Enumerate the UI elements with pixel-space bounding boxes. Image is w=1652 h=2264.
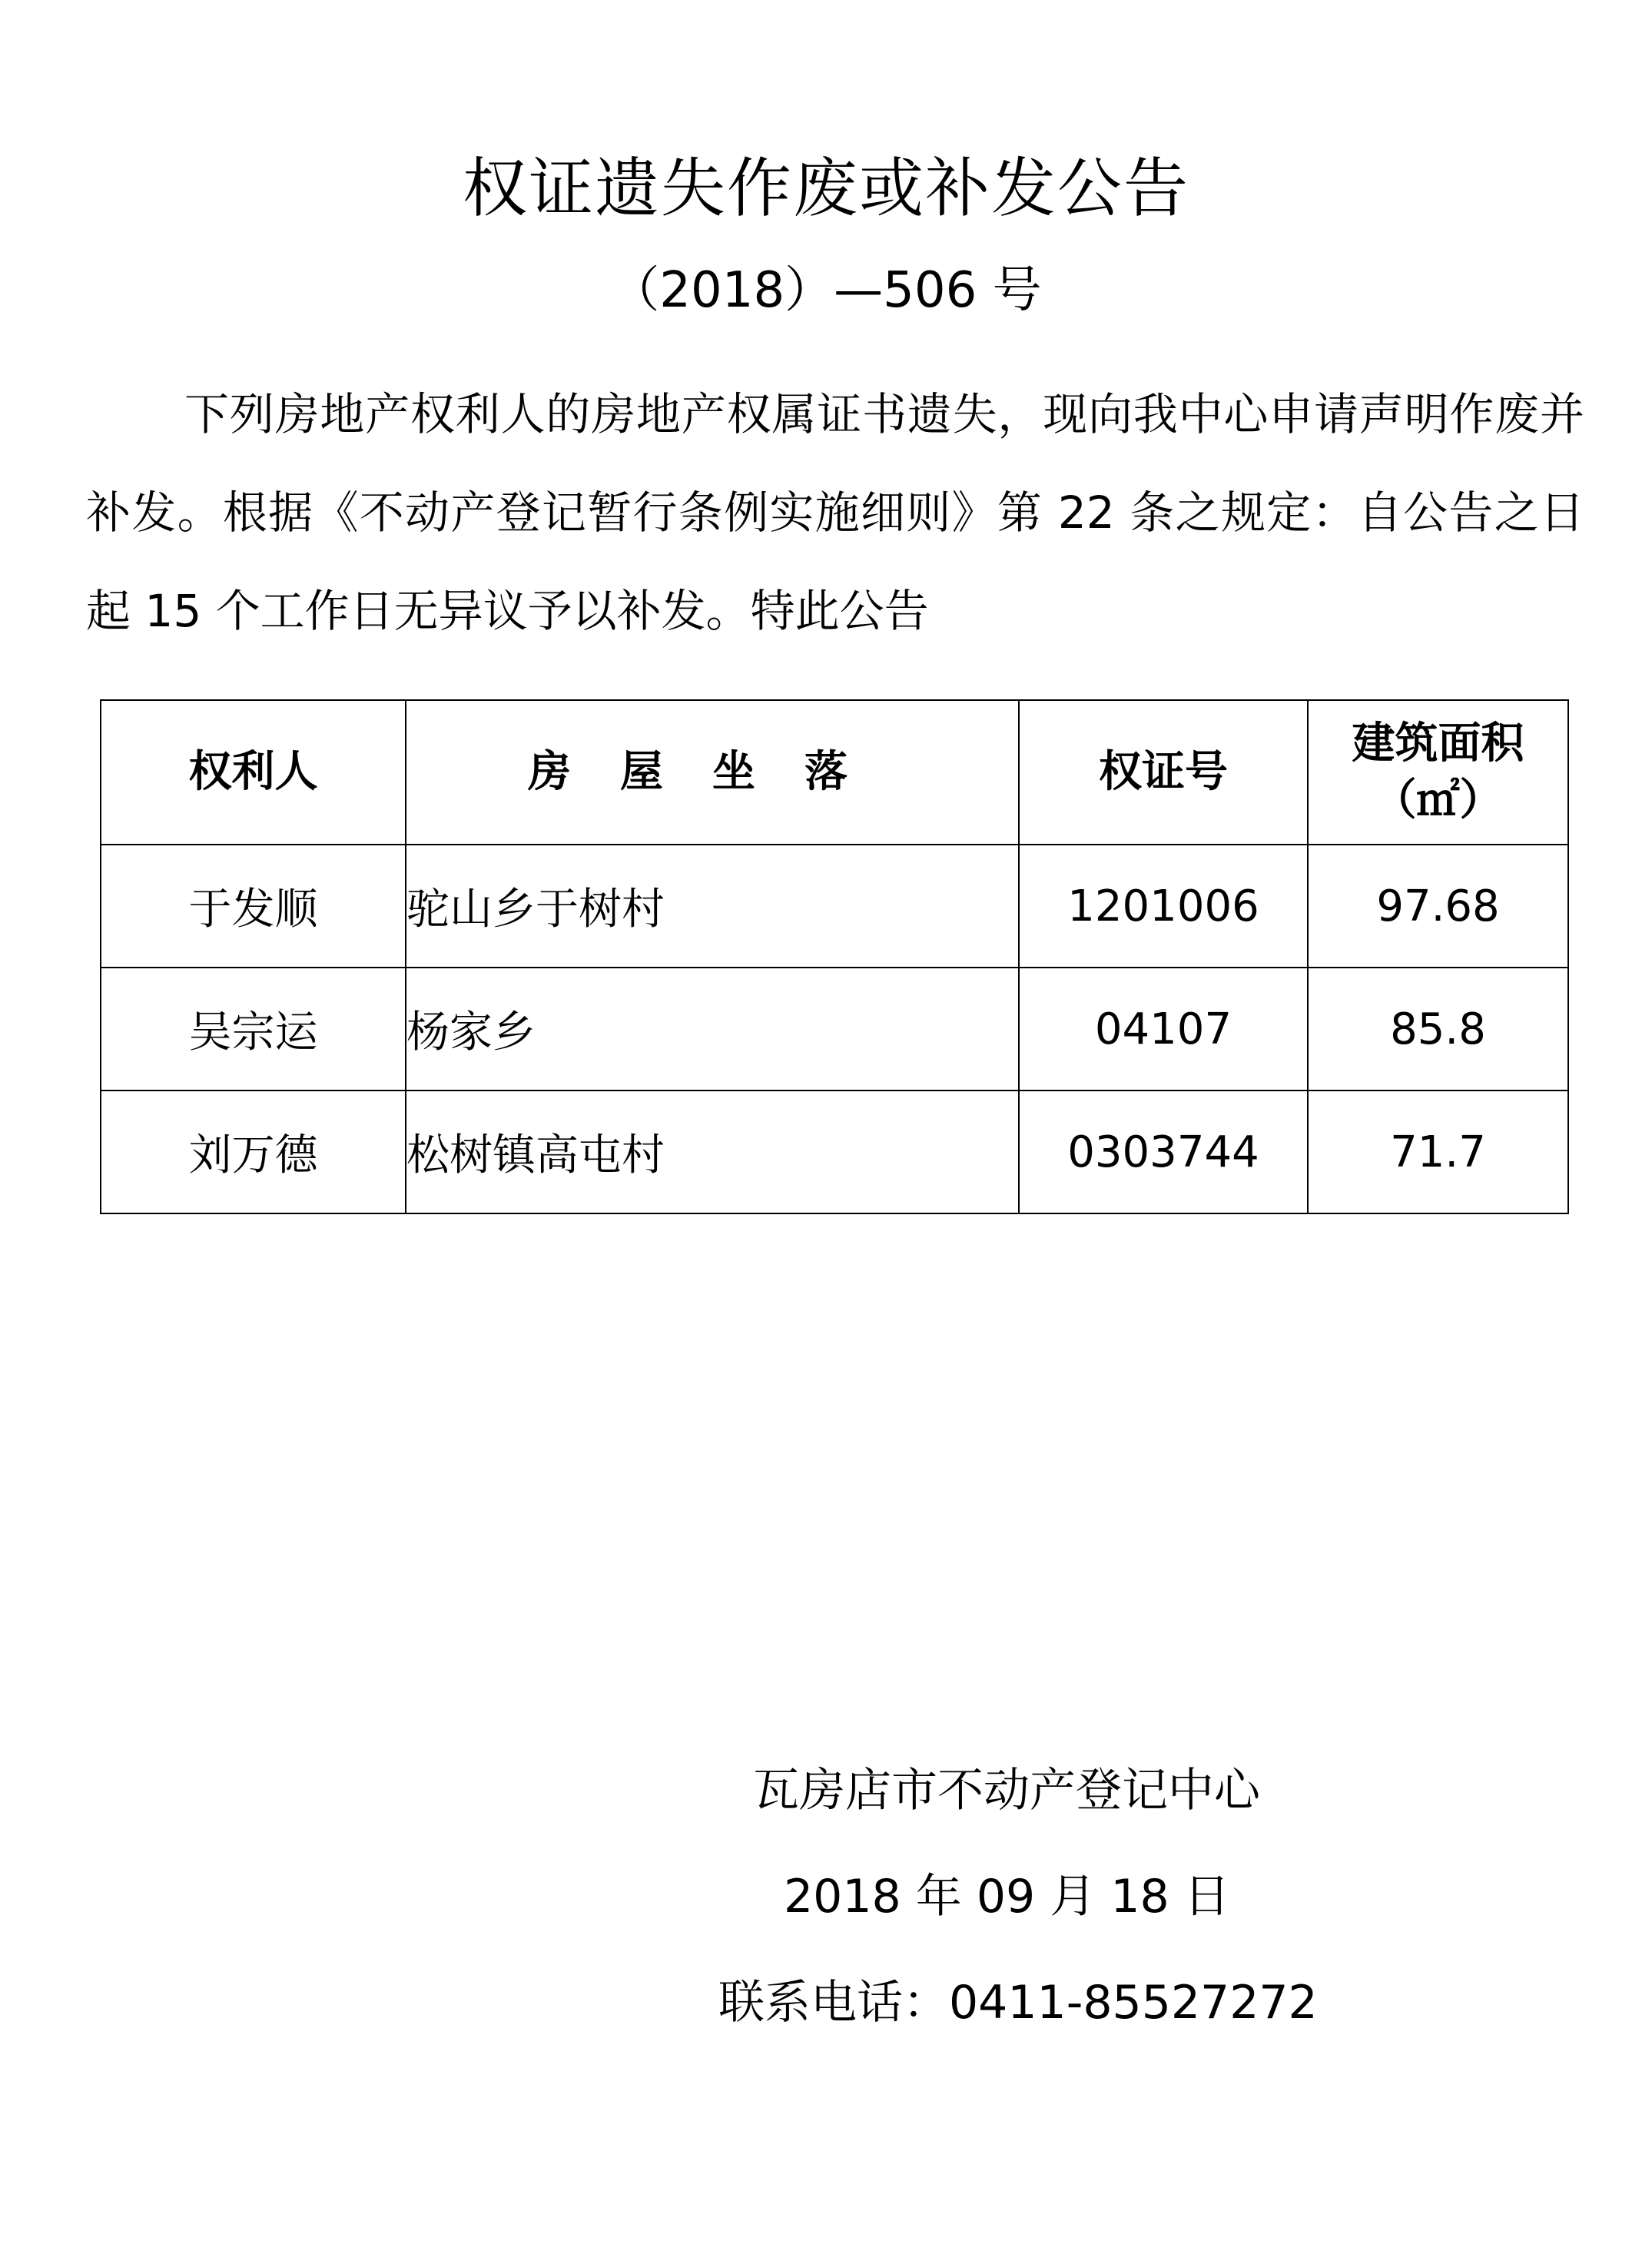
contact-phone: 联系电话：0411-85527272 (718, 1976, 1318, 2030)
header-holder: 权利人 (101, 700, 406, 845)
cell-holder: 刘万德 (101, 1091, 406, 1213)
cell-location: 驼山乡于树村 (406, 845, 1019, 968)
header-location: 房屋坐落 (406, 700, 1019, 845)
cell-cert: 1201006 (1019, 845, 1308, 968)
header-cert: 权证号 (1019, 700, 1308, 845)
table-row (101, 968, 1568, 1091)
cell-holder: 吴宗运 (101, 968, 406, 1091)
cell-holder: 于发顺 (101, 845, 406, 968)
table-header-row (101, 700, 1568, 845)
notice-number: （2018）—506 号 (610, 262, 1042, 319)
header-area (1308, 700, 1568, 845)
notice-title: 权证遗失作废或补发公告 (462, 151, 1189, 226)
cell-location: 杨家乡 (406, 968, 1019, 1091)
cell-area: 97.68 (1308, 845, 1568, 968)
issue-date: 2018 年 09 月 18 日 (784, 1870, 1230, 1924)
cell-area: 85.8 (1308, 968, 1568, 1091)
cell-location: 松树镇高屯村 (406, 1091, 1019, 1213)
cell-cert: 0303744 (1019, 1091, 1308, 1213)
issuer-name: 瓦房店市不动产登记中心 (753, 1764, 1260, 1818)
header-area-line2: （㎡） (1373, 775, 1503, 825)
table-row (101, 845, 1568, 968)
cell-area: 71.7 (1308, 1091, 1568, 1213)
header-area-line1: 建筑面积 (1352, 719, 1524, 768)
notice-paragraph: 下列房地产权利人的房地产权属证书遗失，现向我中心申请声明作废并补发。根据《不动产登记暂行条例实施细则》第 22 条之规定：自公告之日起 15 个工作日无异议予以补发。特此公告 (86, 388, 1584, 637)
records-table (100, 699, 1569, 1214)
table-row (101, 1091, 1568, 1213)
cell-cert: 04107 (1019, 968, 1308, 1091)
